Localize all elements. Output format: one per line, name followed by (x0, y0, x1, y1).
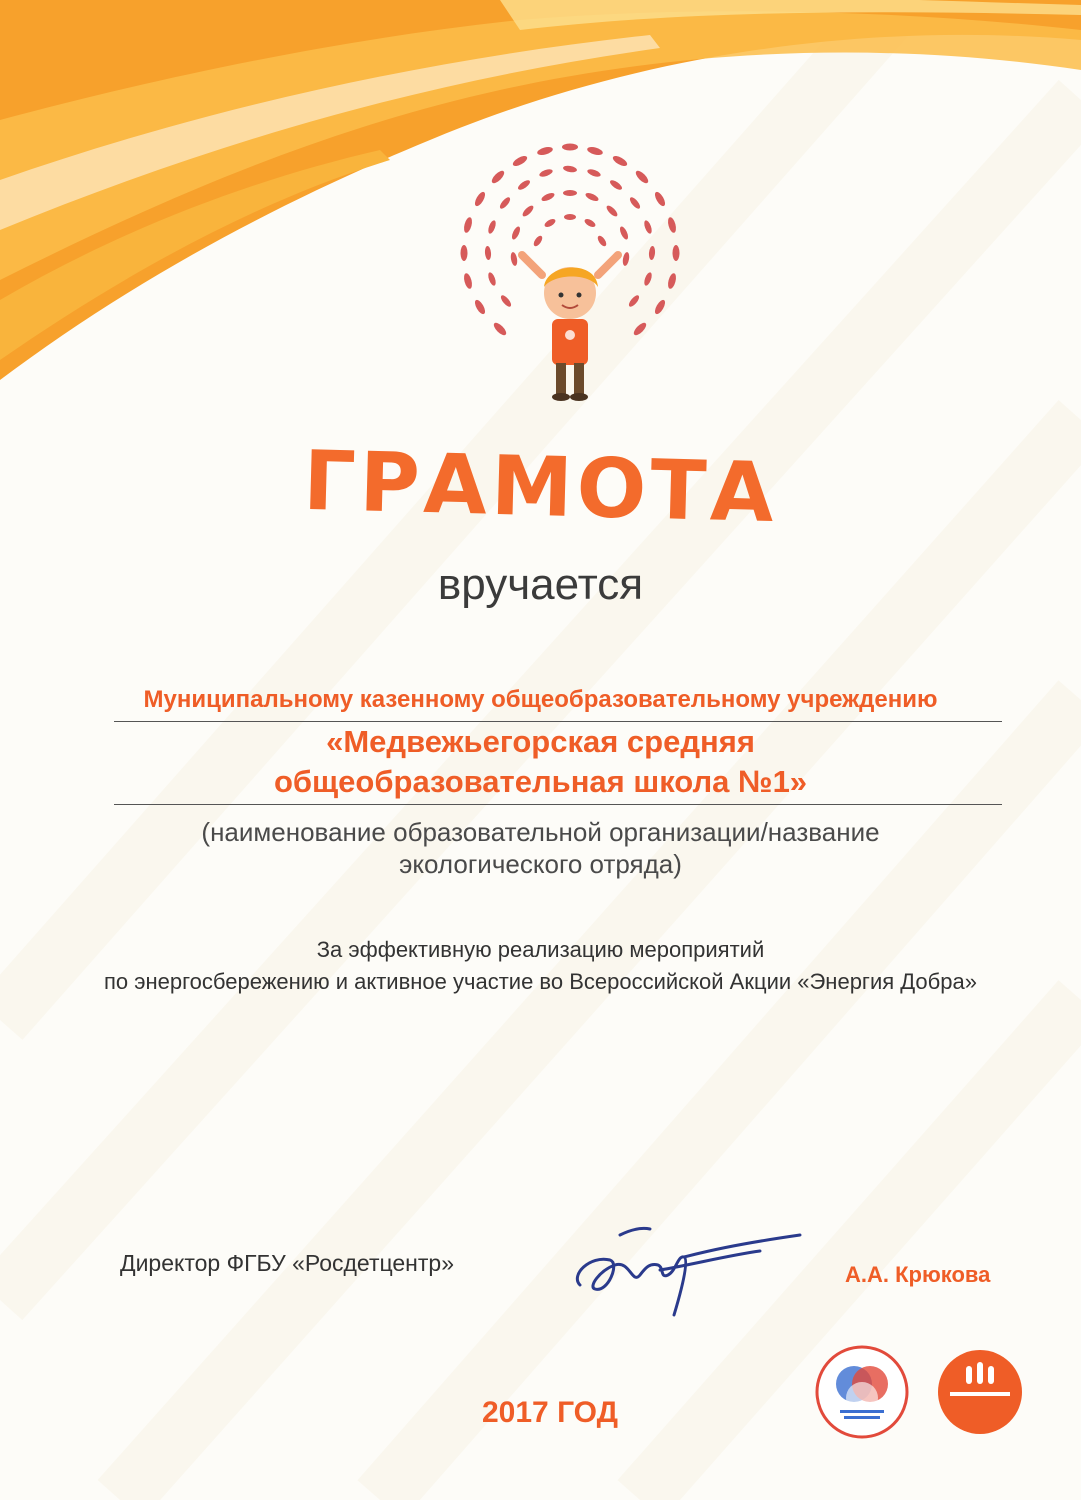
signatory-position: Директор ФГБУ «Росдетцентр» (120, 1250, 455, 1276)
signature-image (560, 1215, 810, 1335)
award-reason (0, 934, 1081, 998)
recipient-hint-line1: (наименование образовательной организации/название (201, 817, 880, 847)
award-reason-line1: За эффективную реализацию мероприятий (316, 937, 765, 962)
certificate-year: 2017 ГОД (482, 1396, 618, 1429)
certificate-subtitle: вручается (437, 560, 644, 609)
recipient-name-line2: общеобразовательная школа №1» (273, 764, 808, 799)
divider-bottom (114, 804, 1002, 805)
signatory-name: А.А. Крюкова (845, 1262, 991, 1287)
recipient-institution-type: Муниципальному казенному общеобразовательному учреждению (143, 686, 938, 713)
volunteer-movement-logo-icon (814, 1344, 910, 1440)
recipient-name-line1: «Медвежьегорская средняя (326, 724, 755, 759)
certificate-title: ГРАМОТА (302, 433, 779, 542)
vmeste-yarche-logo-icon (936, 1348, 1024, 1436)
award-reason-line2: по энергосбережению и активное участие во Всероссийской Акции «Энергия Добра» (104, 969, 977, 994)
recipient-name (0, 722, 1081, 802)
recipient-hint (0, 816, 1081, 880)
tree-child-emblem (450, 135, 690, 415)
recipient-hint-line2: экологического отряда) (399, 849, 682, 879)
